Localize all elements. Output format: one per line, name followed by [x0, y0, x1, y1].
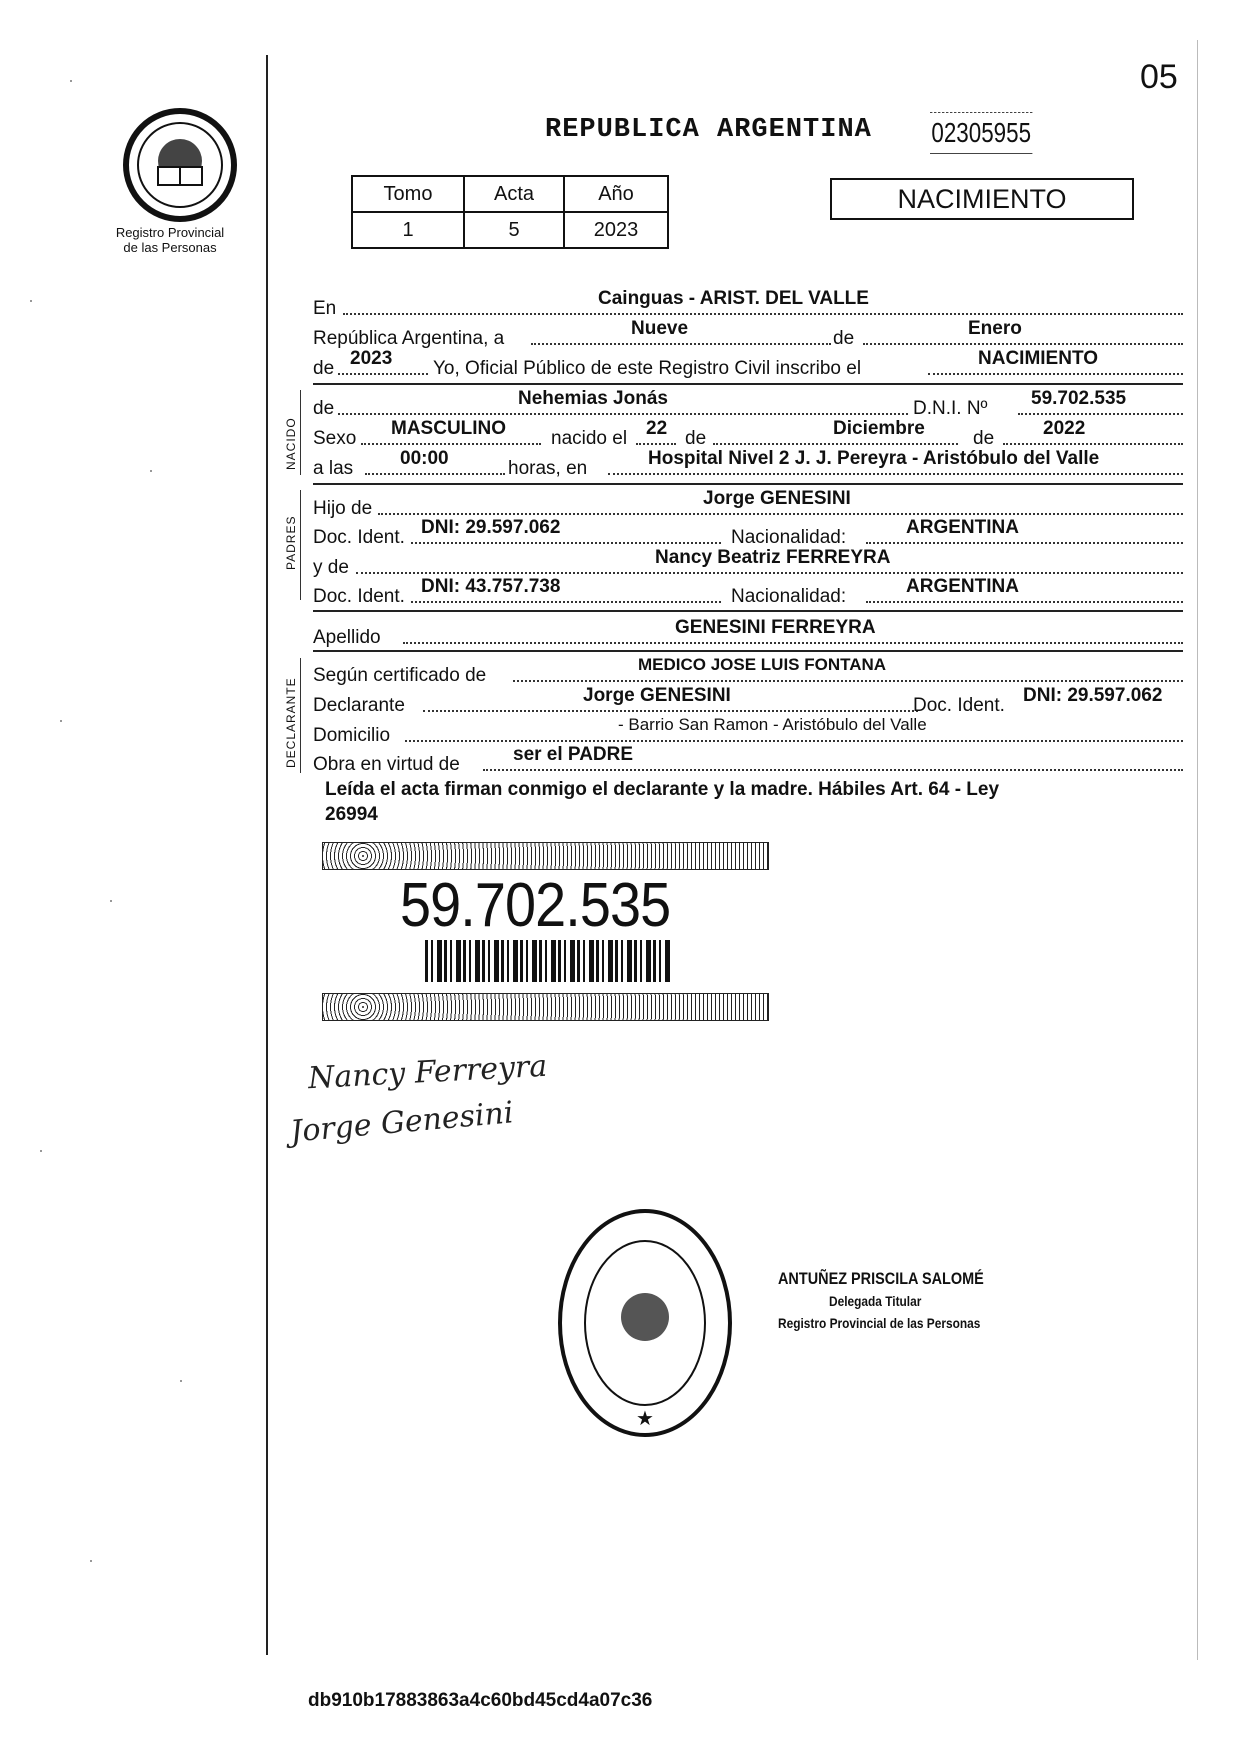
label-dni: D.N.I. Nº: [913, 398, 988, 419]
label-hijo-de: Hijo de: [313, 498, 373, 519]
dotted-line: [361, 443, 541, 445]
value-surname: GENESINI FERREYRA: [675, 617, 876, 638]
value-birth-day: 22: [646, 418, 668, 439]
label-domicilio: Domicilio: [313, 725, 391, 746]
dotted-line: [636, 443, 676, 445]
security-band: [322, 993, 769, 1021]
row-name: [313, 388, 1183, 418]
row-place: [313, 288, 1183, 318]
value-month: Enero: [968, 318, 1022, 339]
legal-text-line: Leída el acta firman conmigo el declarante y la madre. Hábiles Art. 64 - Ley: [325, 779, 1000, 800]
registry-header: Tomo: [352, 176, 464, 212]
dotted-line: [531, 343, 831, 345]
right-edge-line: [1197, 40, 1198, 1660]
speck: [30, 300, 32, 302]
row-certificate: [313, 655, 1183, 685]
registry-header: Acta: [464, 176, 564, 212]
section-bar: [300, 390, 301, 475]
document-title: REPUBLICA ARGENTINA: [545, 115, 872, 145]
security-band: [322, 842, 769, 870]
dotted-line: [608, 473, 1183, 475]
dotted-line: [866, 542, 1183, 544]
label-de: de: [833, 328, 855, 349]
value-declarant-doc: DNI: 29.597.062: [1023, 685, 1163, 706]
row-father: [313, 488, 1183, 518]
speck: [70, 80, 72, 82]
speck: [40, 1150, 42, 1152]
legal-text: [325, 777, 1185, 827]
speck: [150, 470, 152, 472]
section-bar: [300, 658, 301, 773]
dotted-line: [411, 601, 721, 603]
value-father-nationality: ARGENTINA: [906, 517, 1019, 538]
row-mother: [313, 547, 1183, 577]
label-republica: República Argentina, a: [313, 328, 505, 349]
label-nacionalidad: Nacionalidad:: [731, 527, 847, 548]
dotted-line: [356, 572, 1183, 574]
dotted-line: [405, 740, 1183, 742]
value-sex: MASCULINO: [391, 418, 507, 439]
label-doc-ident: Doc. Ident.: [913, 695, 1005, 716]
dotted-line: [713, 443, 958, 445]
value-mother-nationality: ARGENTINA: [906, 576, 1019, 597]
official-office: Registro Provincial de las Personas: [778, 1315, 981, 1331]
dotted-line: [378, 513, 1183, 515]
label-horas-en: horas, en: [508, 458, 588, 479]
label-inscribo: Yo, Oficial Público de este Registro Civil inscribo el: [433, 358, 862, 379]
value-father-name: Jorge GENESINI: [703, 488, 851, 509]
legal-text-line: 26994: [325, 804, 378, 825]
star-icon: ★: [636, 1408, 654, 1430]
label-doc-ident: Doc. Ident.: [313, 527, 405, 548]
value-birth-month: Diciembre: [833, 418, 925, 439]
value-obra: ser el PADRE: [513, 744, 634, 765]
value-record-type: NACIMIENTO: [978, 348, 1098, 369]
logo-caption-line: Registro Provincial: [115, 225, 225, 240]
dotted-line: [513, 680, 1183, 682]
label-obra: Obra en virtud de: [313, 754, 460, 775]
serial-number: 02305955: [930, 112, 1032, 154]
label-nacido-el: nacido el: [551, 428, 628, 449]
value-declarant-name: Jorge GENESINI: [583, 685, 731, 706]
row-time-place: [313, 448, 1183, 478]
label-a-las: a las: [313, 458, 354, 479]
registry-stamp: [555, 1205, 735, 1440]
dotted-line: [1018, 413, 1183, 415]
dotted-line: [403, 642, 1183, 644]
row-year: [313, 348, 1183, 378]
section-rule: [313, 610, 1183, 612]
signature-father: Jorge Genesini: [288, 1095, 515, 1150]
official-name: ANTUÑEZ PRISCILA SALOMÉ: [778, 1269, 984, 1288]
registry-table: [351, 175, 669, 249]
value-child-dni: 59.702.535: [1031, 388, 1127, 409]
value-birth-place: Hospital Nivel 2 J. J. Pereyra - Aristóbulo del Valle: [648, 448, 1100, 469]
registry-value: 5: [464, 212, 564, 248]
dotted-line: [365, 473, 505, 475]
dotted-line: [343, 313, 1183, 315]
dotted-line: [338, 373, 428, 375]
row-date: [313, 318, 1183, 348]
dotted-line: [863, 343, 1183, 345]
logo-caption-line: de las Personas: [123, 240, 217, 255]
label-segun: Según certificado de: [313, 665, 487, 686]
dotted-line: [1003, 443, 1183, 445]
speck: [60, 720, 62, 722]
document-hash: db910b17883863a4c60bd45cd4a07c36: [308, 1690, 653, 1711]
label-de: de: [313, 398, 335, 419]
value-place: Cainguas - ARIST. DEL VALLE: [598, 288, 869, 309]
province-seal-logo: [120, 105, 240, 225]
registry-value: 1: [352, 212, 464, 248]
value-father-doc: DNI: 29.597.062: [421, 517, 561, 538]
row-father-doc: [313, 517, 1183, 547]
dotted-line: [928, 373, 1183, 375]
official-block: [778, 1268, 984, 1334]
label-sexo: Sexo: [313, 428, 357, 449]
label-declarante: Declarante: [313, 695, 405, 716]
speck: [180, 1380, 182, 1382]
speck: [90, 1560, 92, 1562]
value-mother-doc: DNI: 43.757.738: [421, 576, 561, 597]
row-mother-doc: [313, 576, 1183, 606]
value-certificate: MEDICO JOSE LUIS FONTANA: [638, 655, 887, 674]
row-surname: [313, 617, 1183, 647]
label-apellido: Apellido: [313, 627, 381, 648]
value-year: 2023: [350, 348, 393, 369]
section-rule: [313, 650, 1183, 652]
label-de: de: [313, 358, 335, 379]
row-sex: [313, 418, 1183, 448]
value-child-name: Nehemias Jonás: [518, 388, 668, 409]
value-day: Nueve: [631, 318, 689, 339]
record-type-box: NACIMIENTO: [830, 178, 1134, 220]
dotted-line: [411, 542, 721, 544]
signature-mother: Nancy Ferreyra: [307, 1048, 549, 1097]
speck: [110, 900, 112, 902]
row-declarant: [313, 685, 1183, 715]
section-rule: [313, 383, 1183, 385]
registry-header: Año: [564, 176, 668, 212]
section-rule: [313, 483, 1183, 485]
value-birth-year: 2022: [1043, 418, 1086, 439]
dni-number-label: 59.702.535: [400, 871, 671, 940]
label-de: de: [685, 428, 707, 449]
section-bar: [300, 490, 301, 600]
value-mother-name: Nancy Beatriz FERREYRA: [655, 547, 891, 568]
side-label-declarante: DECLARANTE: [284, 677, 298, 768]
side-label-padres: PADRES: [284, 515, 298, 570]
value-address: - Barrio San Ramon - Aristóbulo del Valle: [618, 715, 927, 734]
margin-line: [266, 55, 268, 1655]
logo-caption: [100, 225, 240, 255]
label-doc-ident: Doc. Ident.: [313, 586, 405, 607]
registry-value: 2023: [564, 212, 668, 248]
dotted-line: [866, 601, 1183, 603]
side-label-nacido: NACIDO: [284, 417, 298, 470]
page-number: 05: [1140, 58, 1178, 96]
dotted-line: [423, 710, 918, 712]
row-address: [313, 715, 1183, 745]
barcode: [425, 940, 670, 982]
official-title: Delegada Titular: [829, 1293, 922, 1309]
dotted-line: [483, 769, 1183, 771]
label-y-de: y de: [313, 557, 349, 578]
dotted-line: [338, 413, 908, 415]
label-de: de: [973, 428, 995, 449]
value-birth-time: 00:00: [400, 448, 449, 469]
row-obra: [313, 744, 1183, 774]
label-en: En: [313, 298, 337, 319]
label-nacionalidad: Nacionalidad:: [731, 586, 847, 607]
